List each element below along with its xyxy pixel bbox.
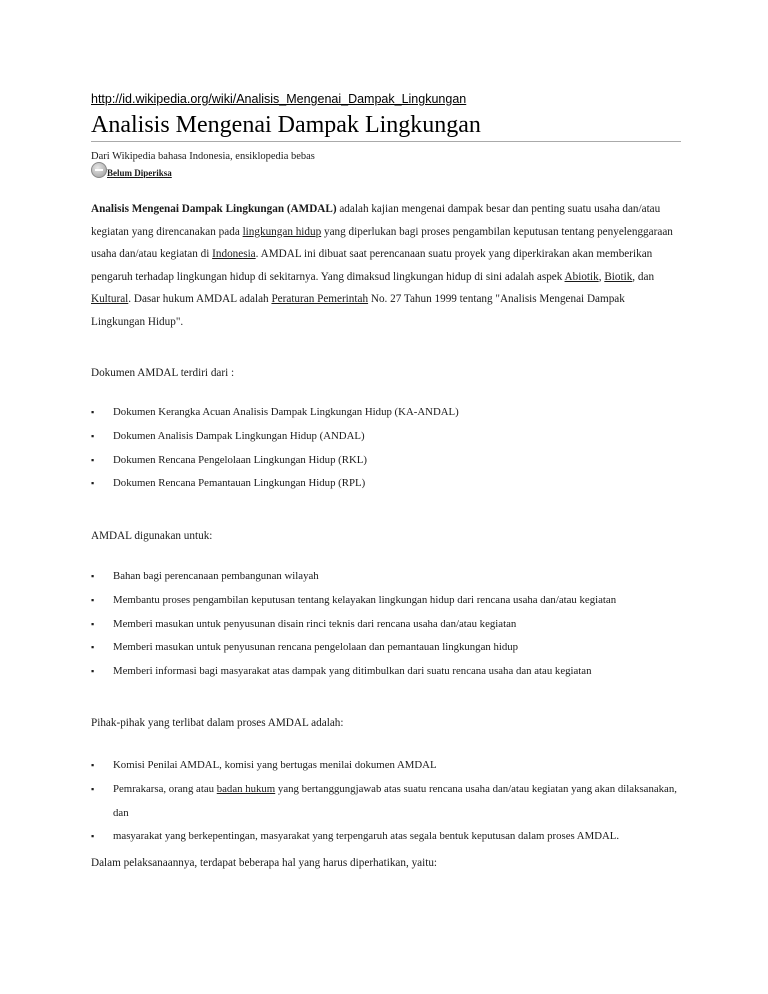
list-item-text: yang bertanggungjawab atas suatu rencana usaha dan/atau kegiatan yang akan dilaksanakan, dan (113, 782, 677, 819)
intro-text: , dan (632, 270, 655, 283)
bullet-icon: ▪ (91, 783, 95, 794)
source-url-link[interactable]: http://id.wikipedia.org/wiki/Analisis_Mengenai_Dampak_Lingkungan (91, 92, 467, 106)
list-item-text: Dokumen Kerangka Acuan Analisis Dampak Lingkungan Hidup (KA-ANDAL) (113, 406, 459, 418)
list-item (91, 613, 681, 637)
link-peraturan-pemerintah[interactable]: Peraturan Pemerintah (271, 293, 369, 306)
list-item (91, 825, 681, 849)
list-item (91, 449, 681, 473)
list-item (91, 401, 681, 425)
dokumen-heading: Dokumen AMDAL terdiri dari : (91, 367, 235, 379)
list-item-text: Memberi masukan untuk penyusunan rencana pengelolaan dan pemantauan lingkungan hidup (113, 641, 519, 654)
bullet-icon: ▪ (91, 666, 95, 677)
list-item (91, 754, 681, 778)
page-title: Analisis Mengenai Dampak Lingkungan (91, 110, 681, 142)
bullet-icon: ▪ (91, 478, 95, 489)
page-subtitle: Dari Wikipedia bahasa Indonesia, ensiklopedia bebas (91, 151, 315, 162)
dokumen-list (91, 401, 681, 496)
list-item-text: Dokumen Rencana Pemantauan Lingkungan Hidup (RPL) (113, 477, 366, 490)
list-item-text: Bahan bagi perencanaan pembangunan wilayah (113, 570, 319, 582)
intro-text: yang diperlukan bagi proses pengambilan keputusan tentang penyelenggaraan usaha dan/atau kegiatan di (91, 225, 673, 261)
link-kultural[interactable]: Kultural (91, 293, 129, 306)
list-item (91, 778, 681, 826)
closing-text: Dalam pelaksanaannya, terdapat beberapa hal yang harus diperhatikan, yaitu: (91, 857, 438, 869)
list-item (91, 589, 681, 613)
bullet-icon: ▪ (91, 760, 95, 770)
list-item-text: Dokumen Analisis Dampak Lingkungan Hidup (ANDAL) (113, 429, 365, 442)
link-abiotik[interactable]: Abiotik (564, 270, 599, 283)
list-item-text: Memberi masukan untuk penyusunan disain rinci teknis dari rencana usaha dan/atau kegiatan (113, 617, 517, 630)
intro-text: , (598, 270, 605, 283)
list-item-text: masyarakat yang berkepentingan, masyarakat yang terpengaruh atas segala bentuk keputusan dalam proses AMDAL. (113, 830, 620, 843)
kegunaan-list (91, 565, 681, 684)
intro-text: adalah kajian mengenai dampak besar dan penting suatu usaha dan/atau kegiatan yang direncanakan pada (91, 203, 661, 238)
intro-text: . AMDAL ini dibuat saat perencanaan suatu proyek yang diperkirakan akan memberikan pengaruh terhadap lingkungan hidup di sekitarnya. Yang dimaksud lingkungan hidup di sini adalah aspek (91, 248, 653, 283)
link-biotik[interactable]: Biotik (604, 270, 633, 283)
bullet-icon: ▪ (91, 407, 95, 417)
intro-text: . Dasar hukum AMDAL adalah (128, 293, 272, 306)
intro-text: No. 27 Tahun 1999 tentang "Analisis Mengenai Dampak Lingkungan Hidup". (91, 293, 625, 328)
pihak-heading: Pihak-pihak yang terlibat dalam proses AMDAL adalah: (91, 717, 344, 729)
list-item (91, 472, 681, 496)
link-badan-hukum[interactable]: badan hukum (216, 782, 276, 795)
list-item-text: Komisi Penilai AMDAL, komisi yang bertugas menilai dokumen AMDAL (113, 759, 437, 771)
bullet-icon: ▪ (91, 430, 95, 441)
bullet-icon: ▪ (91, 571, 95, 581)
bullet-icon: ▪ (91, 831, 95, 842)
intro-paragraph (91, 198, 681, 334)
list-item (91, 636, 681, 660)
list-item-text: Pemrakarsa, orang atau (113, 782, 217, 795)
review-status-label[interactable]: Belum Diperiksa (107, 168, 172, 178)
bullet-icon: ▪ (91, 454, 95, 465)
pihak-list (91, 754, 681, 849)
bullet-icon: ▪ (91, 618, 95, 629)
link-indonesia[interactable]: Indonesia (212, 248, 256, 261)
list-item-text: Membantu proses pengambilan keputusan tentang kelayakan lingkungan hidup dari rencana usaha dan/atau kegiatan (113, 593, 617, 606)
list-item (91, 425, 681, 449)
list-item (91, 660, 681, 684)
link-lingkungan-hidup[interactable]: lingkungan hidup (242, 225, 322, 238)
intro-bold-term: Analisis Mengenai Dampak Lingkungan (AMDAL) (91, 203, 337, 215)
minus-circle-icon (91, 162, 107, 178)
list-item-text: Memberi informasi bagi masyarakat atas dampak yang ditimbulkan dari suatu rencana usaha dan atau kegiatan (113, 665, 592, 678)
bullet-icon: ▪ (91, 642, 95, 653)
kegunaan-heading: AMDAL digunakan untuk: (91, 530, 213, 542)
list-item (91, 565, 681, 589)
list-item-text: Dokumen Rencana Pengelolaan Lingkungan Hidup (RKL) (113, 453, 367, 466)
bullet-icon: ▪ (91, 594, 95, 605)
